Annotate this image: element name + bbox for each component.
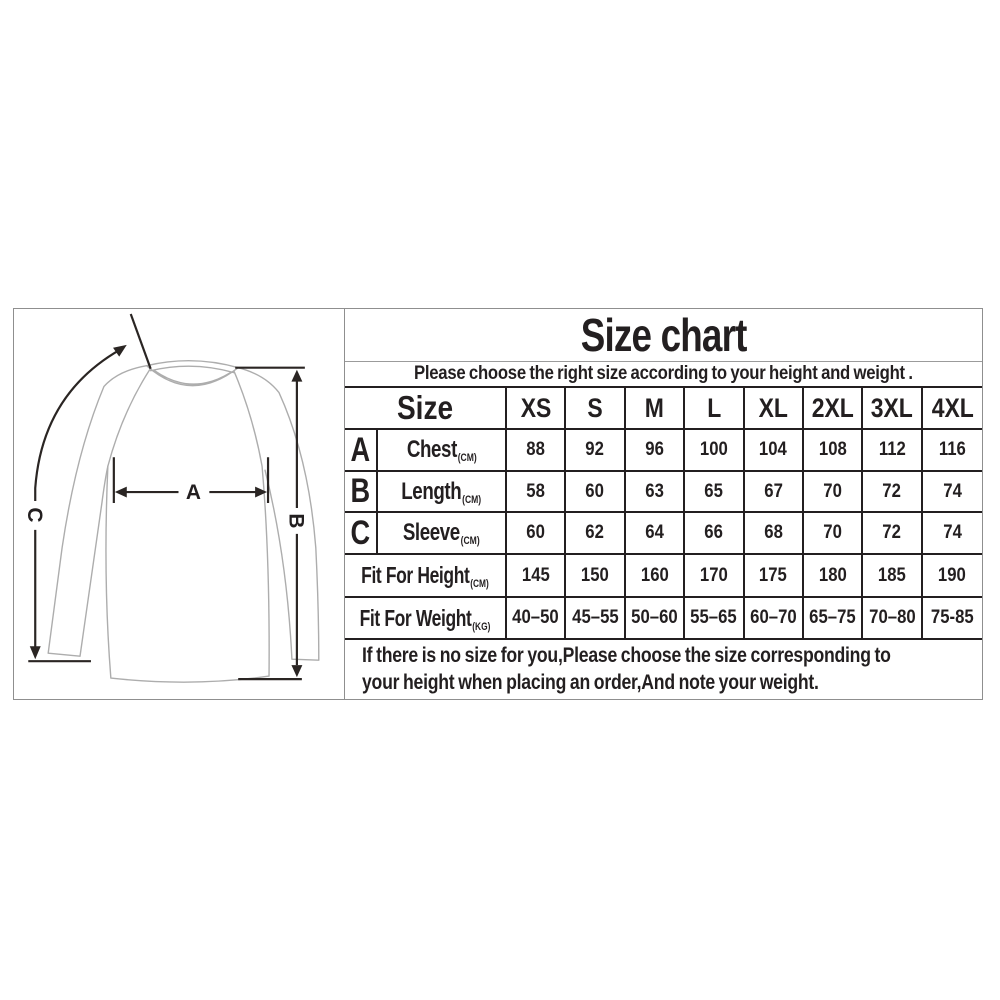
header-s: S — [566, 388, 625, 430]
footer-note-line-1: If there is no size for you,Please choose the size corresponding to — [362, 644, 891, 667]
length-2xl: 70 — [804, 472, 863, 513]
measure-a — [114, 457, 268, 504]
row-length-label: Length(CM) — [378, 472, 507, 513]
fit-height-2xl: 180 — [804, 555, 863, 598]
fit-weight-m: 50–60 — [626, 598, 685, 640]
chest-3xl: 112 — [863, 430, 922, 472]
chest-l: 100 — [685, 430, 744, 472]
header-4xl: 4XL — [923, 388, 982, 430]
sleeve-2xl: 70 — [804, 513, 863, 555]
length-s: 60 — [566, 472, 625, 513]
fit-weight-s: 45–55 — [566, 598, 625, 640]
sleeve-xl: 68 — [745, 513, 804, 555]
sleeve-m: 64 — [626, 513, 685, 555]
header-2xl: 2XL — [804, 388, 863, 430]
arrowhead-c-top — [113, 345, 127, 357]
sleeve-s: 62 — [566, 513, 625, 555]
row-fit-height-label: Fit For Height(CM) — [345, 555, 507, 598]
left-sleeve-outline — [48, 366, 149, 657]
arrowhead-c-bottom — [30, 646, 41, 659]
footer-note — [345, 640, 982, 699]
fit-height-xl: 175 — [745, 555, 804, 598]
header-m: M — [626, 388, 685, 430]
fit-height-xs: 145 — [507, 555, 566, 598]
fit-height-4xl: 190 — [923, 555, 982, 598]
arrowhead-b-bottom — [291, 665, 302, 677]
sleeve-3xl: 72 — [863, 513, 922, 555]
arrowhead-a-right — [255, 487, 267, 498]
fit-height-l: 170 — [685, 555, 744, 598]
fit-weight-xl: 60–70 — [745, 598, 804, 640]
page-title: Size chart — [345, 309, 982, 362]
collar-pointer-line — [131, 314, 151, 369]
subtitle: Please choose the right size according to your height and weight . — [345, 362, 982, 388]
fit-height-s: 150 — [566, 555, 625, 598]
row-fit-weight-label: Fit For Weight(KG) — [345, 598, 507, 640]
sleeve-4xl: 74 — [923, 513, 982, 555]
length-3xl: 72 — [863, 472, 922, 513]
header-size: Size — [345, 388, 507, 430]
measure-b-label: B — [284, 513, 308, 529]
shirt-diagram-panel — [14, 309, 345, 699]
arrowhead-b-top — [291, 370, 302, 382]
chest-4xl: 116 — [923, 430, 982, 472]
chest-2xl: 108 — [804, 430, 863, 472]
row-sleeve-label: Sleeve(CM) — [378, 513, 507, 555]
fit-weight-3xl: 70–80 — [863, 598, 922, 640]
header-xs: XS — [507, 388, 566, 430]
row-length-letter: B — [345, 472, 378, 513]
arrowhead-a-left — [115, 487, 127, 498]
length-xs: 58 — [507, 472, 566, 513]
row-sleeve-letter: C — [345, 513, 378, 555]
header-3xl: 3XL — [863, 388, 922, 430]
chest-m: 96 — [626, 430, 685, 472]
footer-note-line-2: your height when placing an order,And note your weight. — [362, 671, 819, 694]
fit-weight-l: 55–65 — [685, 598, 744, 640]
length-l: 65 — [685, 472, 744, 513]
fit-weight-xs: 40–50 — [507, 598, 566, 640]
measure-b — [235, 368, 307, 679]
measure-c-label: C — [22, 507, 46, 523]
measure-a-label: A — [185, 481, 201, 505]
fit-height-3xl: 185 — [863, 555, 922, 598]
sleeve-l: 66 — [685, 513, 744, 555]
fit-height-m: 160 — [626, 555, 685, 598]
row-chest-letter: A — [345, 430, 378, 472]
length-xl: 67 — [745, 472, 804, 513]
sleeve-xs: 60 — [507, 513, 566, 555]
measure-c — [23, 345, 127, 661]
header-xl: XL — [745, 388, 804, 430]
body-outline — [106, 372, 269, 682]
size-chart-sheet — [13, 308, 983, 700]
shirt-outline — [48, 361, 319, 682]
shirt-diagram — [14, 309, 344, 699]
chest-s: 92 — [566, 430, 625, 472]
header-l: L — [685, 388, 744, 430]
length-4xl: 74 — [923, 472, 982, 513]
size-chart-table — [345, 309, 982, 699]
chest-xs: 88 — [507, 430, 566, 472]
collar-outline — [147, 361, 239, 386]
fit-weight-2xl: 65–75 — [804, 598, 863, 640]
fit-weight-4xl: 75-85 — [923, 598, 982, 640]
row-chest-label: Chest(CM) — [378, 430, 507, 472]
chest-xl: 104 — [745, 430, 804, 472]
length-m: 63 — [626, 472, 685, 513]
